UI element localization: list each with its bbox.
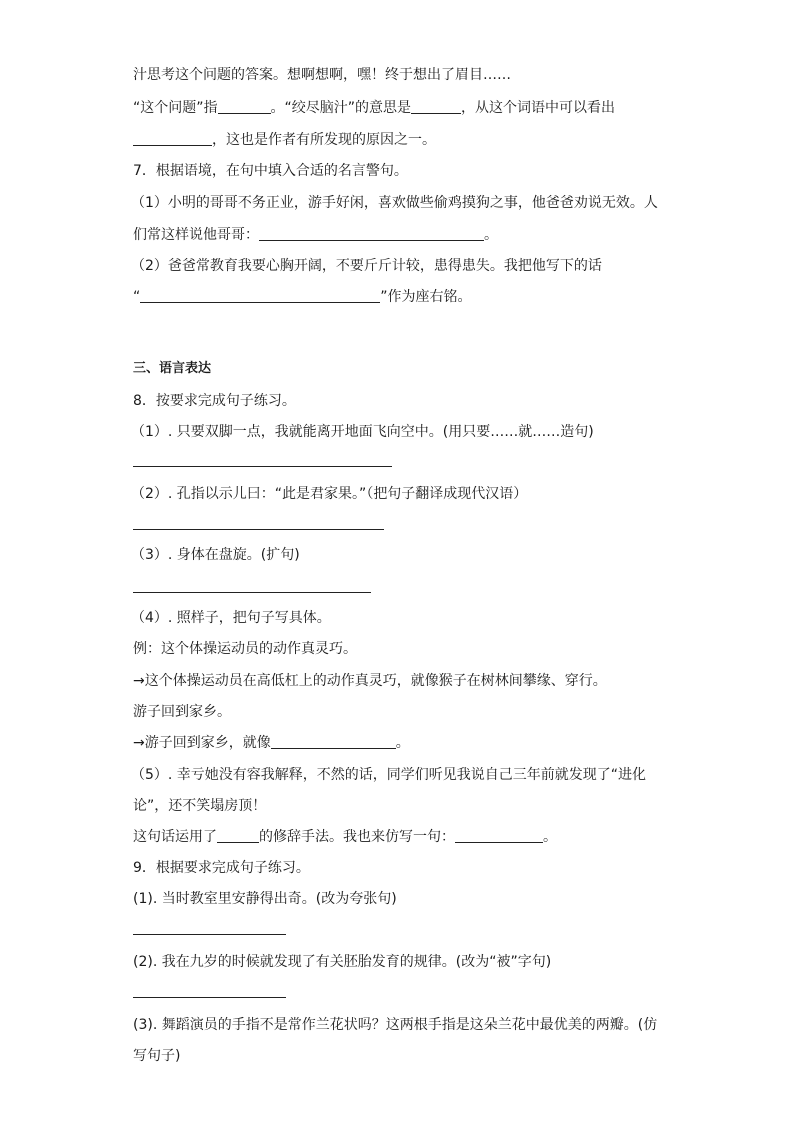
answer-blank[interactable] (217, 828, 259, 843)
question-9: 9．根据要求完成句子练习。 (133, 860, 310, 876)
answer-line[interactable] (133, 997, 286, 998)
answer-blank[interactable] (133, 131, 212, 146)
question-9-2: (2). 我在九岁的时候就发现了有关胚胎发育的规律。(改为“被”字句) (133, 954, 552, 970)
question-8-4: （4）. 照样子，把句子写具体。 (131, 610, 331, 626)
question-8-2: （2）. 孔指以示儿曰：“此是君家果。”（把句子翻译成现代汉语） (131, 486, 528, 502)
text-fragment: ”作为座右铭。 (380, 289, 472, 305)
answer-blank[interactable] (259, 226, 484, 241)
example-sentence: 例：这个体操运动员的动作真灵巧。 (133, 641, 357, 657)
text-fragment: 。 (484, 227, 498, 243)
text-fragment: 的修辞手法。我也来仿写一句： (259, 829, 455, 845)
q6-fill-line-1 (133, 99, 615, 117)
answer-line[interactable] (133, 592, 371, 593)
answer-blank[interactable] (455, 828, 543, 843)
question-9-3-continued: 写句子) (133, 1048, 181, 1064)
text-fragment: 这句话运用了 (133, 829, 217, 845)
answer-blank[interactable] (271, 734, 396, 749)
question-7-2-answer-line (133, 288, 472, 306)
text-fragment: 。 (395, 735, 410, 751)
text-fragment: ，从这个词语中可以看出 (461, 100, 616, 116)
question-7-1-answer-line (133, 226, 498, 244)
question-8: 8．按要求完成句子练习。 (133, 393, 296, 409)
answer-line[interactable] (133, 529, 384, 530)
text-fragment: “ (133, 289, 141, 305)
question-9-3: (3). 舞蹈演员的手指不是常作兰花状吗？这两根手指是这朵兰花中最优美的两瓣。(仿 (133, 1017, 658, 1033)
text-fragment: 。 (543, 829, 557, 845)
question-8-5: （5）. 幸亏她没有容我解释，不然的话，同学们听见我说自己三年前就发现了“进化 (131, 767, 647, 783)
question-7-1: （1）小明的哥哥不务正业，游手好闲，喜欢做些偷鸡摸狗之事，他爸爸劝说无效。人 (131, 195, 658, 211)
text-fragment: ，这也是作者有所发现的原因之一。 (212, 132, 436, 148)
answer-blank[interactable] (140, 288, 380, 303)
question-7: 7．根据语境，在句中填入合适的名言警句。 (133, 163, 408, 179)
example-expanded: →这个体操运动员在高低杠上的动作真灵巧，就像猴子在树林间攀缘、穿行。 (133, 673, 607, 689)
question-7-2: （2）爸爸常教育我要心胸开阔，不要斤斤计较，患得患失。我把他写下的话 (131, 258, 602, 274)
question-8-4-answer-line (133, 734, 410, 752)
question-8-3: （3）. 身体在盘旋。(扩句) (131, 547, 300, 563)
text-fragment: 们常这样说他哥哥： (133, 227, 259, 243)
question-9-1: (1). 当时教室里安静得出奇。(改为夸张句) (133, 891, 397, 907)
question-8-5-continued: 论”，还不笑塌房顶！ (133, 798, 267, 814)
answer-line[interactable] (133, 934, 286, 935)
question-8-5-answer-line (133, 828, 557, 846)
answer-blank[interactable] (218, 99, 271, 114)
source-sentence: 游子回到家乡。 (133, 704, 231, 720)
text-line: 汁思考这个问题的答案。想啊想啊，嘿！终于想出了眉目…… (133, 67, 511, 83)
question-8-1: （1）. 只要双脚一点，我就能离开地面飞向空中。(用只要……就……造句) (131, 424, 594, 440)
q6-fill-line-2 (133, 131, 436, 149)
text-fragment: 。“绞尽脑汁”的意思是 (270, 100, 412, 116)
text-fragment: “这个问题”指 (133, 100, 218, 116)
answer-line[interactable] (133, 466, 392, 467)
section-heading: 三、语言表达 (133, 361, 212, 376)
text-fragment: →游子回到家乡，就像 (133, 735, 271, 751)
answer-blank[interactable] (411, 99, 461, 114)
